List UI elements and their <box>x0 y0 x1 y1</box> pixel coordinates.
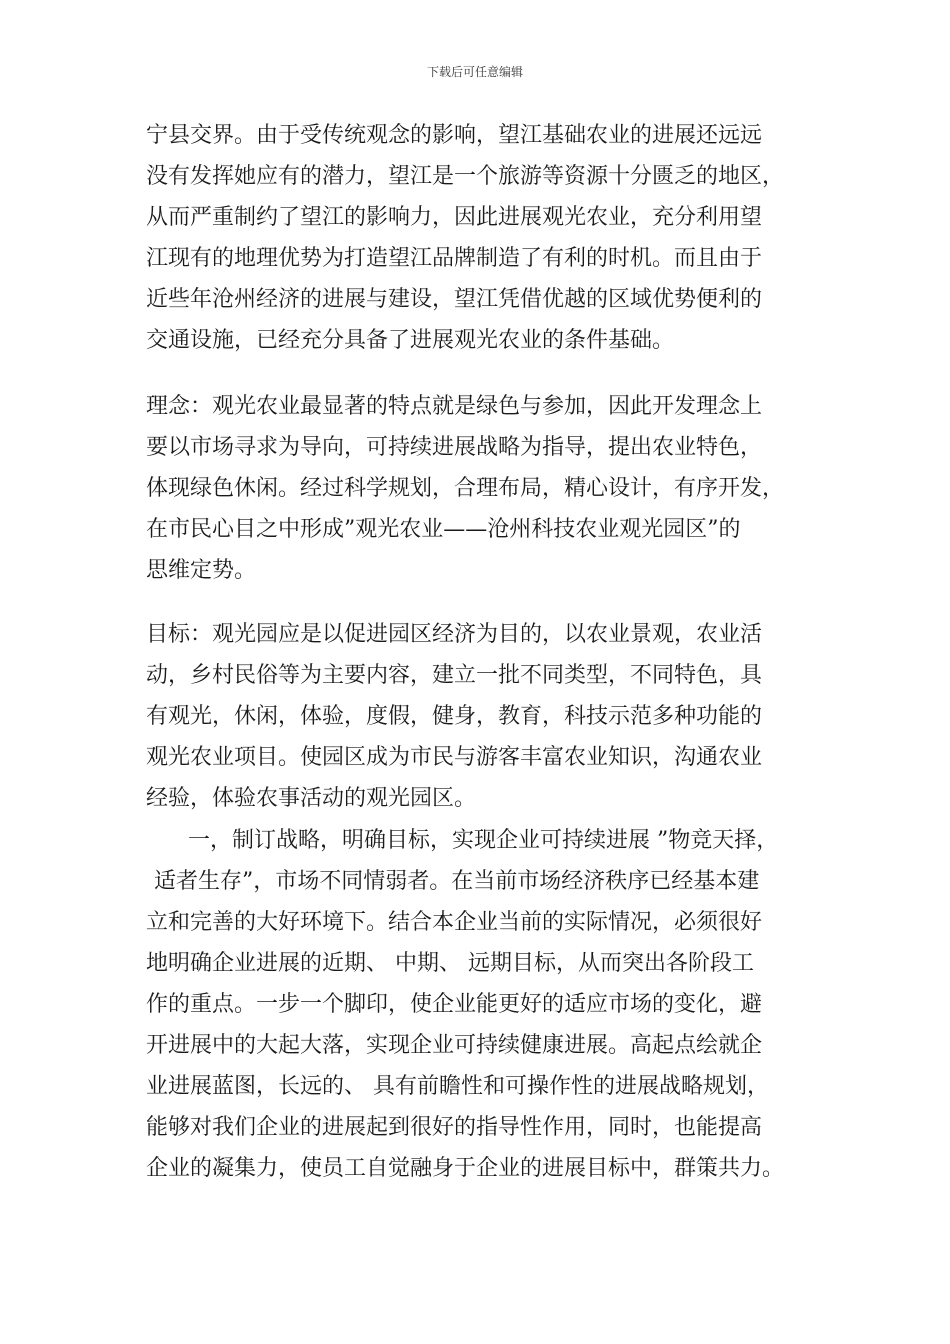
paragraph-4-line-3: 立和完善的大好环境下。结合本企业当前的实际情况，必须很好 <box>146 910 763 935</box>
paragraph-4-line-5: 作的重点。一步一个脚印，使企业能更好的适应市场的变化，避 <box>146 992 763 1017</box>
paragraph-1-line-6: 交通设施，已经充分具备了进展观光农业的条件基础。 <box>146 328 675 353</box>
page-header: 下载后可任意编辑 <box>426 65 523 79</box>
paragraph-2-line-4: 在市民心目之中形成”观光农业——沧州科技农业观光园区”的 <box>146 517 741 542</box>
paragraph-4-line-2: 适者生存”，市场不同情弱者。在当前市场经济秩序已经基本建 <box>154 869 760 894</box>
paragraph-1-line-4: 江现有的地理优势为打造望江品牌制造了有利的时机。而且由于 <box>146 246 763 271</box>
paragraph-4-line-6: 开进展中的大起大落，实现企业可持续健康进展。高起点绘就企 <box>146 1033 763 1058</box>
paragraph-3-line-5: 经验，体验农事活动的观光园区。 <box>146 786 477 811</box>
paragraph-4-line-9: 企业的凝集力，使员工自觉融身于企业的进展目标中，群策共力。 <box>146 1156 785 1181</box>
paragraph-3-line-2: 动，乡村民俗等为主要内容，建立一批不同类型，不同特色，具 <box>146 663 763 688</box>
paragraph-4-line-4: 地明确企业进展的近期、 中期、 远期目标，从而突出各阶段工 <box>146 951 754 976</box>
paragraph-4-line-1: 一，制订战略，明确目标，实现企业可持续进展 ”物竞天择， <box>188 828 779 853</box>
paragraph-1-line-3: 从而严重制约了望江的影响力，因此进展观光农业，充分利用望 <box>146 205 763 230</box>
paragraph-3-line-4: 观光农业项目。使园区成为市民与游客丰富农业知识，沟通农业 <box>146 745 763 770</box>
paragraph-2-line-5: 思维定势。 <box>146 558 257 583</box>
paragraph-3-line-1: 目标：观光园应是以促进园区经济为目的，以农业景观，农业活 <box>146 622 763 647</box>
paragraph-1-line-2: 没有发挥她应有的潜力，望江是一个旅游等资源十分匮乏的地区， <box>146 164 785 189</box>
paragraph-1-line-1: 宁县交界。由于受传统观念的影响，望江基础农业的进展还远远 <box>146 123 763 148</box>
paragraph-4-line-8: 能够对我们企业的进展起到很好的指导性作用，同时，也能提高 <box>146 1115 763 1140</box>
paragraph-4-line-7: 业进展蓝图，长远的、 具有前瞻性和可操作性的进展战略规划， <box>146 1074 769 1099</box>
paragraph-2-line-3: 体现绿色休闲。经过科学规划，合理布局，精心设计，有序开发， <box>146 476 785 501</box>
paragraph-2-line-1: 理念：观光农业最显著的特点就是绿色与参加，因此开发理念上 <box>146 394 763 419</box>
paragraph-3-line-3: 有观光，休闲，体验，度假，健身，教育，科技示范多种功能的 <box>146 704 763 729</box>
paragraph-2-line-2: 要以市场寻求为导向，可持续进展战略为指导，提出农业特色， <box>146 435 763 460</box>
paragraph-1-line-5: 近些年沧州经济的进展与建设，望江凭借优越的区域优势便利的 <box>146 287 763 312</box>
